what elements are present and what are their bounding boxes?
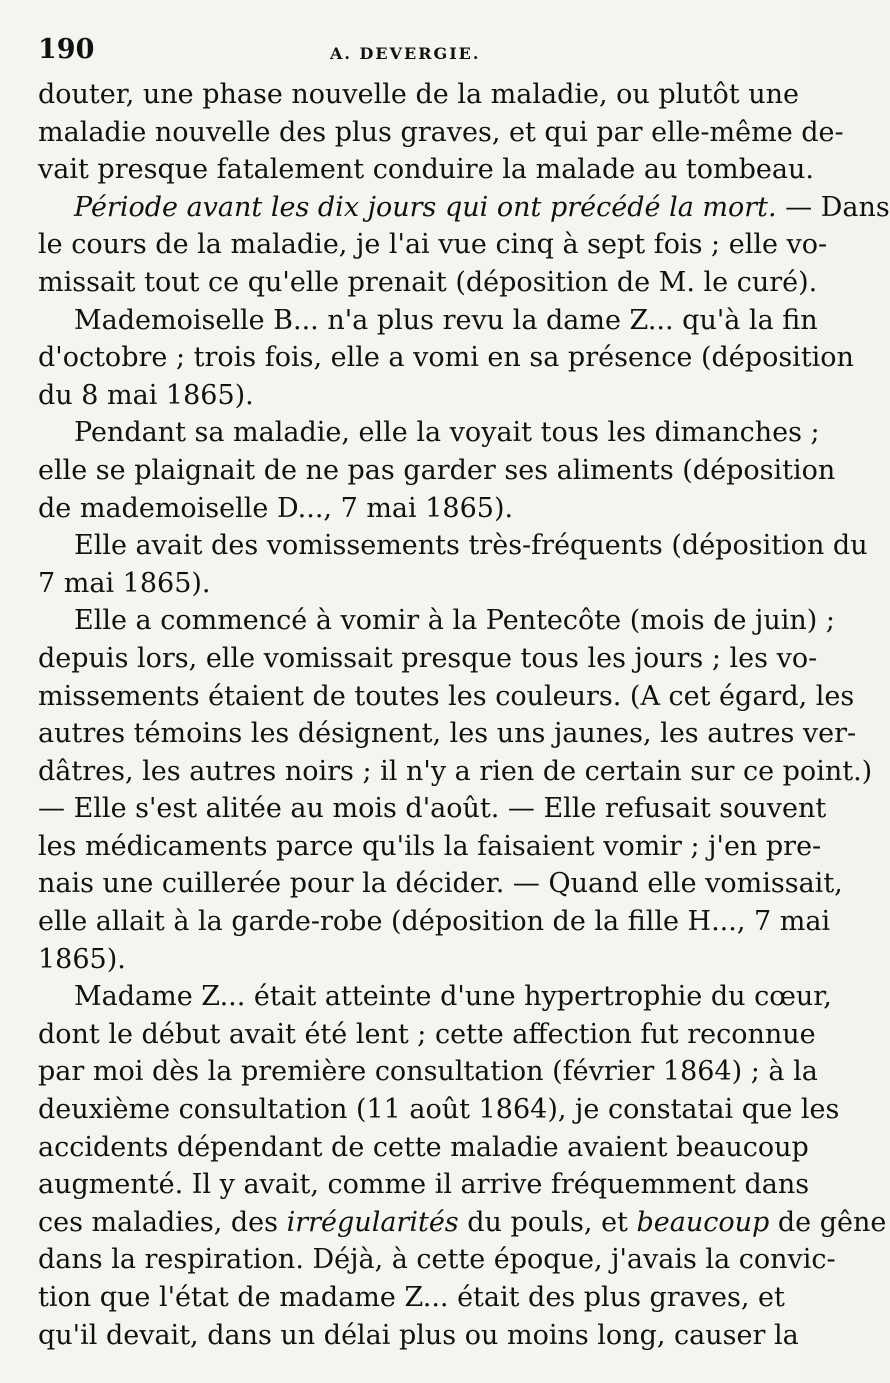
text-line: Elle a commencé à vomir à la Pentecôte (mois de juin) ; (74, 605, 836, 637)
paragraph (38, 76, 844, 189)
running-head: A. DEVERGIE. (330, 44, 481, 63)
paragraph (38, 189, 890, 302)
text-line: Madame Z... était atteinte d'une hypertrophie du cœur, (74, 981, 832, 1013)
text-line-with-italic: Période avant les dix jours qui ont précédé la mort. — Dans (74, 191, 890, 223)
text-line: dont le début avait été lent ; cette affection fut reconnue (38, 1018, 816, 1050)
paragraph (38, 302, 854, 415)
italic-heading: Période avant les dix jours qui ont précédé la mort. (74, 191, 777, 223)
text-line: douter, une phase nouvelle de la maladie, ou plutôt une (38, 79, 799, 110)
text-line: qu'il devait, dans un délai plus ou moins long, causer la (38, 1319, 799, 1351)
text-line: augmenté. Il y avait, comme il arrive fréquemment dans (38, 1169, 810, 1201)
text-line: Pendant sa maladie, elle la voyait tous les dimanches ; (74, 417, 820, 449)
text-line: deuxième consultation (11 août 1864), je constatai que les (38, 1094, 840, 1126)
paragraph (38, 527, 868, 602)
italic-word: beaucoup (636, 1206, 770, 1238)
text-line: 1865). (38, 943, 126, 975)
text-line: du 8 mai 1865). (38, 379, 254, 411)
page-header (38, 34, 768, 74)
text-line: elle allait à la garde-robe (déposition de la fille H..., 7 mai (38, 906, 831, 938)
italic-word: irrégularités (286, 1206, 459, 1238)
text-line: 7 mai 1865). (38, 567, 211, 599)
text-line: accidents dépendant de cette maladie avaient beaucoup (38, 1131, 809, 1163)
text-line: dâtres, les autres noirs ; il n'y a rien de certain sur ce point.) (38, 755, 873, 787)
paragraph (38, 414, 836, 527)
text-line: par moi dès la première consultation (février 1864) ; à la (38, 1056, 818, 1088)
paragraph (38, 602, 873, 978)
text-line: missements étaient de toutes les couleurs. (A cet égard, les (38, 680, 855, 712)
text-line: autres témoins les désignent, les uns jaunes, les autres ver- (38, 718, 857, 750)
text-line: le cours de la maladie, je l'ai vue cinq à sept fois ; elle vo- (38, 229, 828, 261)
body-text (38, 76, 890, 1354)
text-line: tion que l'état de madame Z... était des plus graves, et (38, 1282, 785, 1313)
paragraph (38, 978, 887, 1354)
text-line: de mademoiselle D..., 7 mai 1865). (38, 492, 514, 524)
text-line: missait tout ce qu'elle prenait (déposition de M. le curé). (38, 266, 818, 298)
text-line: Elle avait des vomissements très-fréquents (déposition du (74, 530, 868, 562)
text-line: dans la respiration. Déjà, à cette époque, j'avais la convic- (38, 1244, 836, 1276)
text-line: nais une cuillerée pour la décider. — Quand elle vomissait, (38, 868, 843, 900)
text-line: — Elle s'est alitée au mois d'août. — Elle refusait souvent (38, 793, 827, 825)
text-line: les médicaments parce qu'ils la faisaient vomir ; j'en pre- (38, 830, 822, 862)
text-line: vait presque fatalement conduire la malade au tombeau. (38, 154, 814, 186)
text-line: elle se plaignait de ne pas garder ses aliments (déposition (38, 454, 836, 486)
text-line: depuis lors, elle vomissait presque tous les jours ; les vo- (38, 642, 818, 674)
text-line: Mademoiselle B... n'a plus revu la dame Z... qu'à la fin (74, 304, 818, 336)
text-line-with-italic: ces maladies, des irrégularités du pouls, et beaucoup de gêne (38, 1206, 887, 1238)
text-line: maladie nouvelle des plus graves, et qui par elle-même de- (38, 116, 844, 148)
page-number: 190 (38, 34, 95, 65)
text-line: d'octobre ; trois fois, elle a vomi en sa présence (déposition (38, 342, 854, 374)
